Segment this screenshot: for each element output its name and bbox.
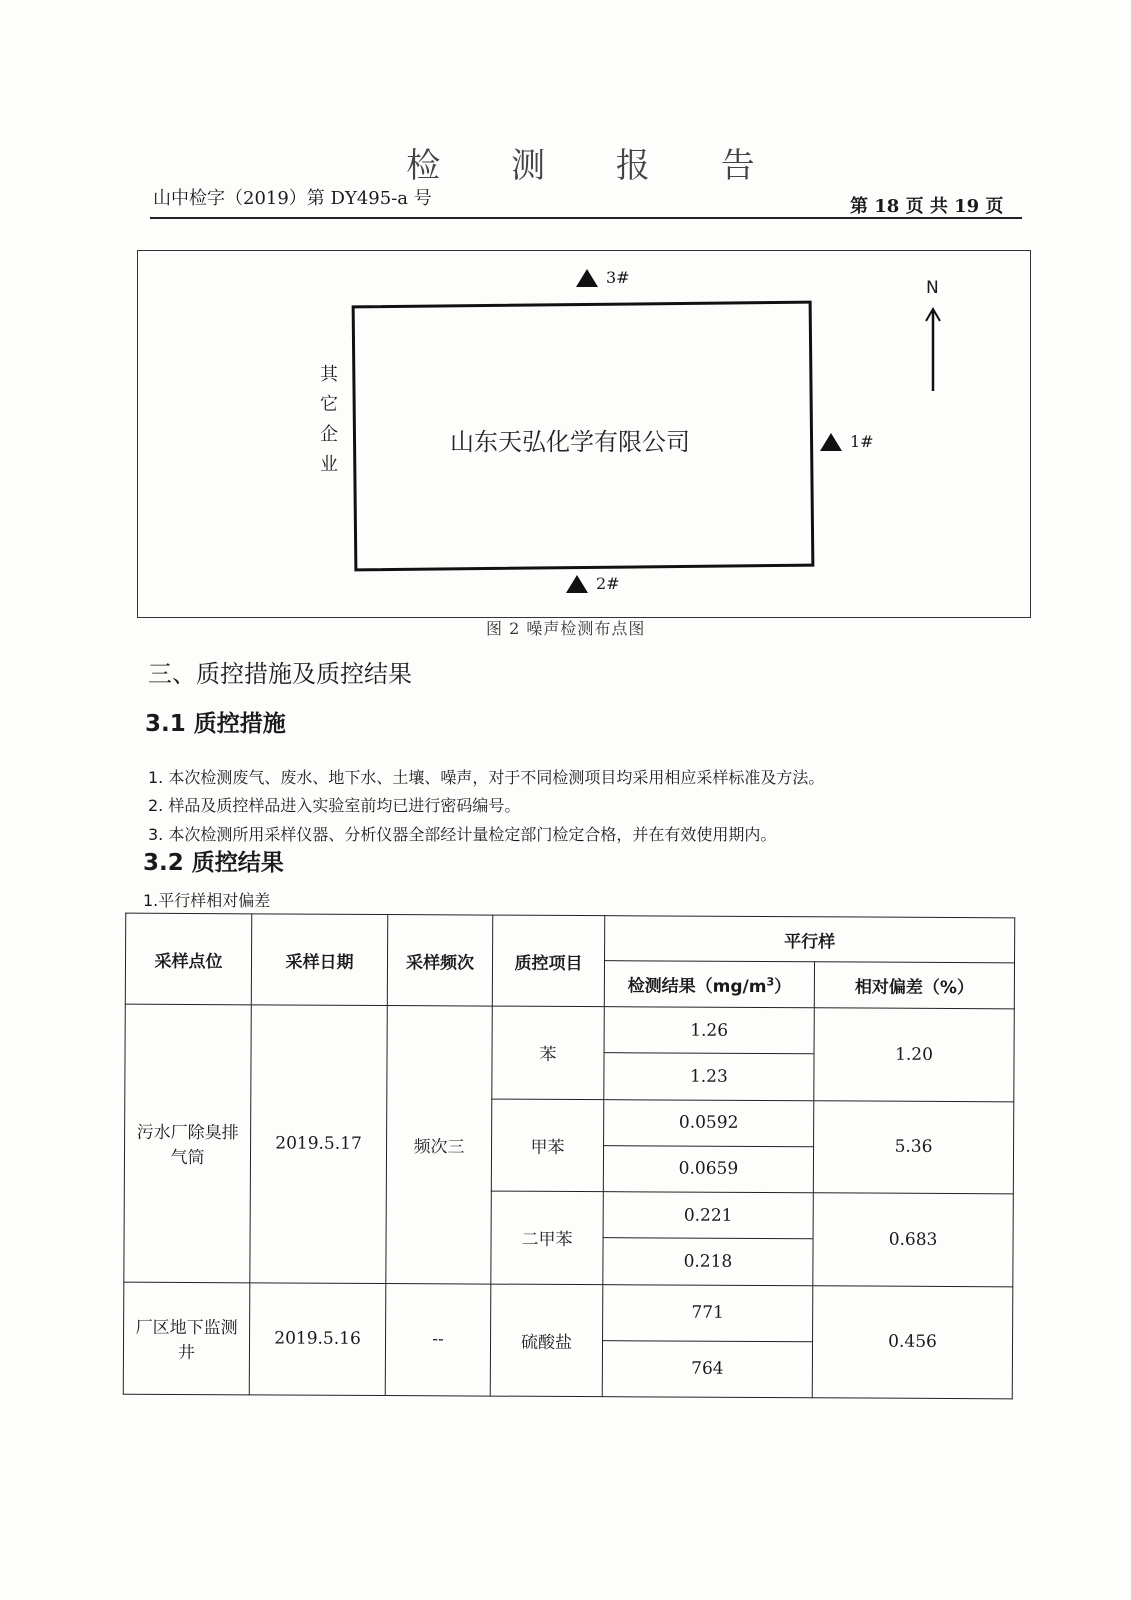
subsection-qc-results: 3.2 质控结果	[143, 850, 284, 876]
figure-caption: 图 2 噪声检测布点图	[486, 619, 646, 638]
point-label: 2#	[596, 574, 620, 593]
col-header-parallel: 平行样	[605, 916, 1015, 963]
table-row	[125, 1004, 1014, 1055]
cell-qc-item: 苯	[492, 1006, 604, 1099]
triangle-marker-icon	[820, 433, 842, 451]
parallel-sample-table	[123, 913, 1016, 1400]
north-label: N	[926, 278, 939, 298]
subsection-qc-measures: 3.1 质控措施	[145, 711, 286, 737]
monitoring-point-2	[566, 574, 620, 593]
measure-item: 1. 本次检测废气、废水、地下水、土壤、噪声，对于不同检测项目均采用相应采样标准及方法。	[148, 768, 825, 787]
cell-qc-item: 甲苯	[491, 1099, 603, 1192]
triangle-marker-icon	[576, 269, 598, 287]
page-number: 第 18 页 共 19 页	[850, 196, 1004, 217]
cell-result: 0.221	[603, 1192, 813, 1239]
cell-site: 污水厂除臭排气筒	[124, 1004, 251, 1282]
col-header-result: 检测结果$(mg/m^3)$	[604, 961, 814, 1008]
document-number: 山中检字（2019）第 DY495-a 号	[153, 188, 432, 209]
cell-site: 厂区地下监测井	[123, 1282, 250, 1395]
cell-deviation: 0.683	[813, 1193, 1013, 1287]
col-header-date: 采样日期	[251, 914, 387, 1006]
cell-deviation: 1.20	[814, 1008, 1014, 1102]
cell-result: 1.23	[604, 1053, 814, 1100]
section-heading: 三、质控措施及质控结果	[148, 660, 412, 688]
cell-frequency: 频次三	[386, 1006, 492, 1284]
neighbor-label: 其它企业	[320, 364, 338, 475]
cell-result: 0.0592	[604, 1099, 814, 1146]
point-label: 3#	[606, 268, 630, 287]
triangle-marker-icon	[566, 575, 588, 593]
company-name: 山东天弘化学有限公司	[450, 428, 690, 456]
measure-item: 3. 本次检测所用采样仪器、分析仪器全部经计量检定部门检定合格，并在有效使用期内。	[148, 825, 777, 844]
cell-result: 0.218	[603, 1238, 813, 1285]
report-title: 检 测 报 告	[406, 146, 785, 186]
cell-deviation: 0.456	[812, 1285, 1013, 1398]
monitoring-point-1	[820, 432, 874, 451]
monitoring-point-3	[576, 268, 630, 287]
cell-result: 1.26	[604, 1007, 814, 1054]
table-label: 1.平行样相对偏差	[143, 891, 271, 910]
header-divider	[150, 217, 1022, 219]
table-header-row	[126, 913, 1015, 963]
cell-qc-item: 二甲苯	[491, 1191, 603, 1284]
cell-frequency: --	[385, 1283, 491, 1396]
col-header-deviation: 相对偏差（%）	[814, 962, 1014, 1009]
col-header-qc-item: 质控项目	[492, 915, 604, 1007]
cell-deviation: 5.36	[813, 1100, 1013, 1194]
cell-date: 2019.5.17	[250, 1005, 387, 1283]
cell-result: 764	[602, 1340, 812, 1397]
point-label: 1#	[850, 432, 874, 451]
table-row	[124, 1282, 1013, 1343]
col-header-frequency: 采样频次	[387, 915, 492, 1007]
col-header-site: 采样点位	[125, 913, 251, 1005]
north-arrow-icon	[921, 305, 945, 393]
measure-item: 2. 样品及质控样品进入实验室前均已进行密码编号。	[148, 796, 521, 815]
cell-date: 2019.5.16	[249, 1282, 386, 1395]
cell-result: 771	[603, 1284, 813, 1341]
cell-qc-item: 硫酸盐	[490, 1284, 603, 1397]
cell-result: 0.0659	[603, 1145, 813, 1192]
